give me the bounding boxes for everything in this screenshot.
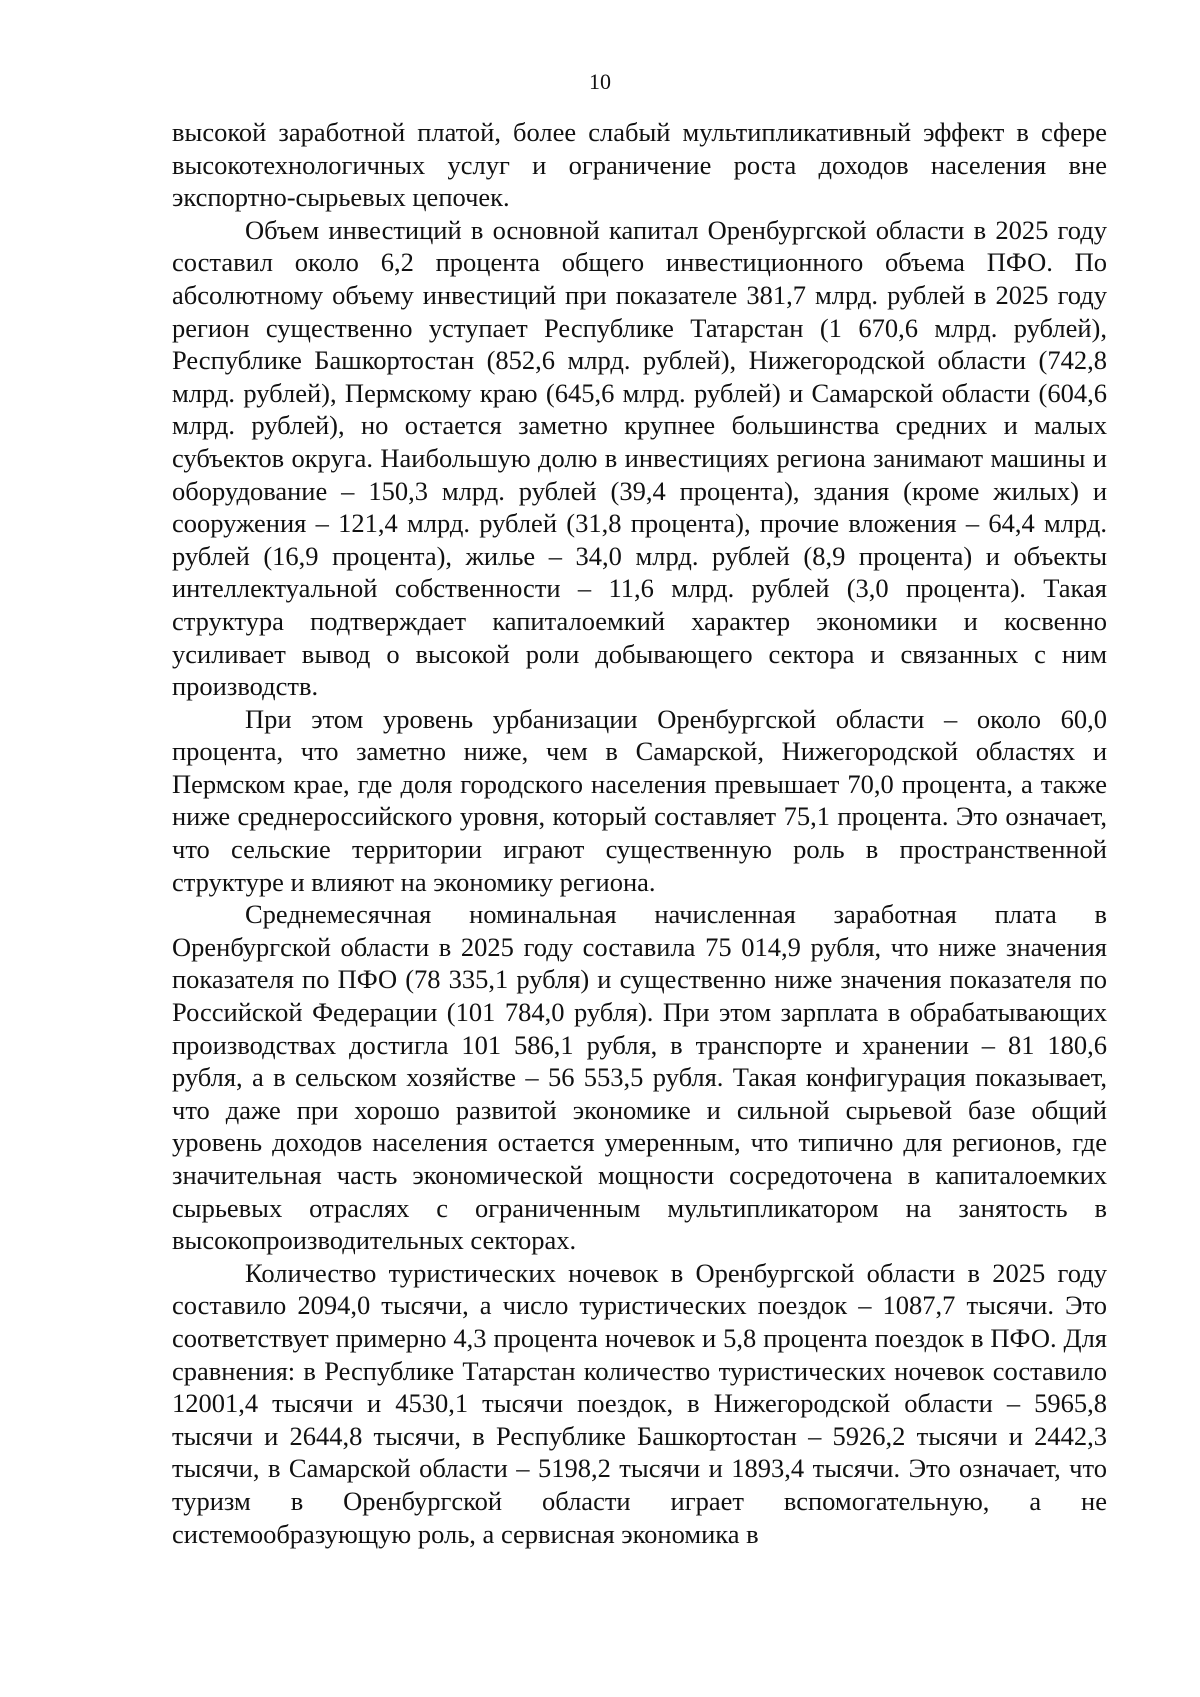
paragraph-investments: Объем инвестиций в основной капитал Оренбургской области в 2025 году составил около 6,2 процента общего инвестиционного объема ПФО. По абсолютному объему инвестиций при показателе 381,7 млрд. рублей в 2025 году регион существенно уступает Республике Татарстан (1 670,6 млрд. рублей), Республике Башкортостан (852,6 млрд. рублей), Нижегородской области (742,8 млрд. рублей), Пермскому краю (645,6 млрд. рублей) и Самарской области (604,6 млрд. рублей), но остается заметно крупнее большинства средних и малых субъектов округа. Наибольшую долю в инвестициях региона занимают машины и оборудование – 150,3 млрд. рублей (39,4 процента), здания (кроме жилых) и сооружения – 121,4 млрд. рублей (31,8 процента), прочие вложения – 64,4 млрд. рублей (16,9 процента), жилье – 34,0 млрд. рублей (8,9 процента) и объекты интеллектуальной собственности – 11,6 млрд. рублей (3,0 процента). Такая структура подтверждает капиталоемкий характер экономики и косвенно усиливает вывод о высокой роли добывающего сектора и связанных с ним производств.	[172, 214, 1107, 702]
document-body	[172, 116, 1107, 1550]
paragraph-wages: Среднемесячная номинальная начисленная заработная плата в Оренбургской области в 2025 году составила 75 014,9 рубля, что ниже значения показателя по ПФО (78 335,1 рубля) и существенно ниже значения показателя по Российской Федерации (101 784,0 рубля). При этом зарплата в обрабатывающих производствах достигла 101 586,1 рубля, в транспорте и хранении – 81 180,6 рубля, а в сельском хозяйстве – 56 553,5 рубля. Такая конфигурация показывает, что даже при хорошо развитой экономике и сильной сырьевой базе общий уровень доходов населения остается умеренным, что типично для регионов, где значительная часть экономической мощности сосредоточена в капиталоемких сырьевых отраслях с ограниченным мультипликатором на занятость в высокопроизводительных секторах.	[172, 899, 1107, 1256]
page-number: 10	[589, 69, 611, 94]
paragraph-continuation: высокой заработной платой, более слабый мультипликативный эффект в сфере высокотехнологичных услуг и ограничение роста доходов населения вне экспортно-сырьевых цепочек.	[172, 117, 1107, 213]
paragraph-tourism: Количество туристических ночевок в Оренбургской области в 2025 году составило 2094,0 тысячи, а число туристических поездок – 1087,7 тысячи. Это соответствует примерно 4,3 процента ночевок и 5,8 процента поездок в ПФО. Для сравнения: в Республике Татарстан количество туристических ночевок составило 12001,4 тысячи и 4530,1 тысячи поездок, в Нижегородской области – 5965,8 тысячи и 2644,8 тысячи, в Республике Башкортостан – 5926,2 тысячи и 2442,3 тысячи, в Самарской области – 5198,2 тысячи и 1893,4 тысячи. Это означает, что туризм в Оренбургской области играет вспомогательную, а не системообразующую роль, а сервисная экономика в	[172, 1257, 1107, 1549]
paragraph-urbanization: При этом уровень урбанизации Оренбургской области – около 60,0 процента, что заметно ниже, чем в Самарской, Нижегородской областях и Пермском крае, где доля городского населения превышает 70,0 процента, а также ниже среднероссийского уровня, который составляет 75,1 процента. Это означает, что сельские территории играют существенную роль в пространственной структуре и влияют на экономику региона.	[172, 703, 1107, 897]
